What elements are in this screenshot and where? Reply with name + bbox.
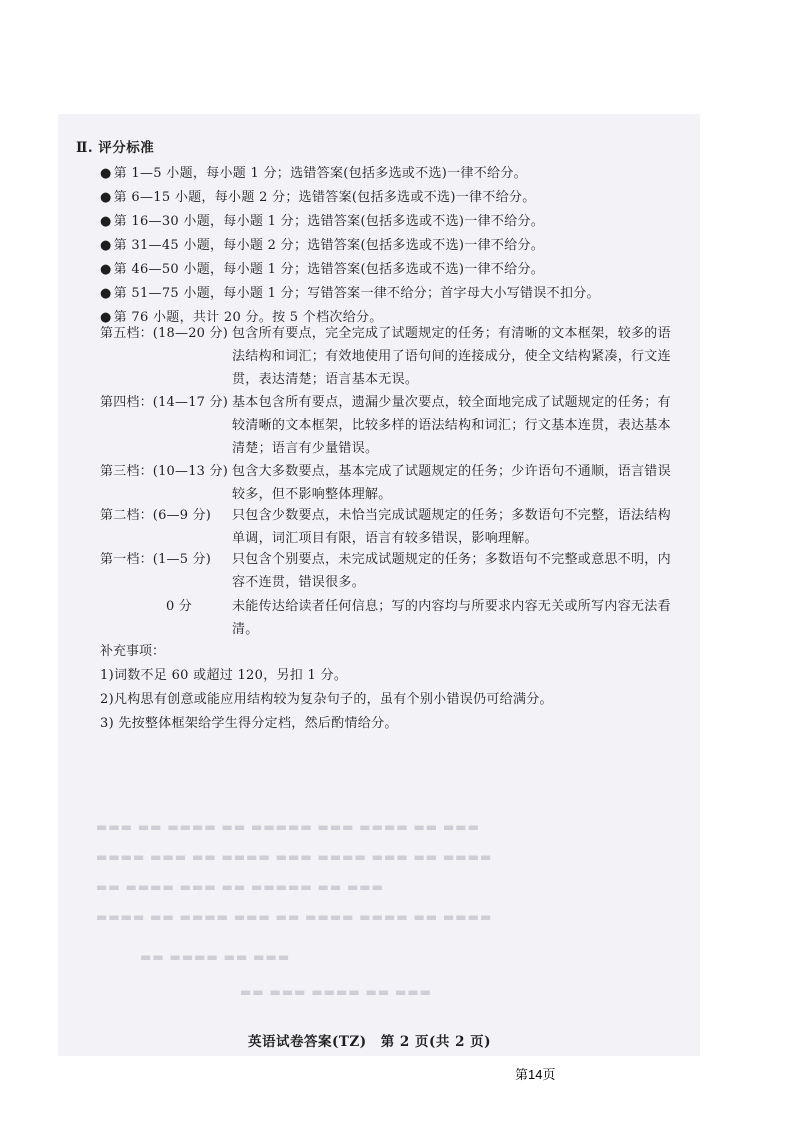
supplementary-note: 2)凡构思有创意或能应用结构较为复杂句子的，虽有个别小错误仍可给满分。 [100, 692, 553, 707]
bleed-through-texture: ▬▬▬ ▬▬ ▬▬▬▬ ▬▬ ▬▬▬▬▬ ▬▬▬ ▬▬▬▬ ▬▬ ▬▬▬ [96, 820, 480, 834]
supplementary-note: 1)词数不足 60 或超过 120，另扣 1 分。 [100, 668, 348, 683]
scoring-rule [100, 234, 544, 253]
page-footer [248, 1030, 491, 1050]
band-label: 0 分 [166, 599, 193, 614]
band-description: 基本包含所有要点，遗漏少量次要点，较全面地完成了试题规定的任务；有较清晰的文本框架，比较多样的语法结构和词汇；行文基本连贯，表达基本清楚；语言有少量错误。 [232, 395, 671, 456]
bleed-through-texture: ▬▬ ▬▬▬▬ ▬▬ ▬▬▬ [140, 950, 291, 964]
band-description: 未能传达给读者任何信息；写的内容均与所要求内容无关或所写内容无法看清。 [232, 599, 671, 637]
rule-text: 第 51—75 小题，每小题 1 分；写错答案一律不给分；首字母大小写错误不扣分。 [113, 286, 600, 301]
scoring-rule [100, 258, 544, 277]
band-description: 只包含少数要点，未恰当完成试题规定的任务；多数语句不完整，语法结构单调，词汇项目有限，语言有较多错误，影响理解。 [232, 508, 671, 546]
grade-band [100, 322, 680, 391]
bleed-through-texture: ▬▬ ▬▬▬▬ ▬▬▬ ▬▬ ▬▬▬▬▬ ▬▬ ▬▬▬ [96, 880, 384, 894]
rule-text: 第 46—50 小题，每小题 1 分；选错答案(包括多选或不选)一律不给分。 [113, 262, 545, 277]
rule-text: 第 31—45 小题，每小题 2 分；选错答案(包括多选或不选)一律不给分。 [113, 238, 545, 253]
band-label: 第二档：(6—9 分) [100, 508, 212, 523]
bullet-icon: ● [100, 262, 112, 277]
bullet-icon: ● [100, 190, 112, 205]
scoring-rule [100, 210, 544, 229]
grade-band [100, 391, 680, 460]
grade-band [100, 460, 680, 506]
footer-doc-title: 英语试卷答案(TZ) [248, 1034, 367, 1050]
rule-text: 第 16—30 小题，每小题 1 分；选错答案(包括多选或不选)一律不给分。 [113, 214, 545, 229]
rule-text: 第 6—15 小题，每小题 2 分；选错答案(包括多选或不选)一律不给分。 [113, 190, 536, 205]
rule-text: 第 76 小题，共计 20 分。按 5 个档次给分。 [113, 310, 383, 325]
scoring-rule [100, 282, 600, 301]
bullet-icon: ● [100, 238, 112, 253]
supplementary-title: 补充事项： [100, 644, 166, 659]
rule-text: 第 1—5 小题，每小题 1 分；选错答案(包括多选或不选)一律不给分。 [113, 166, 527, 181]
band-description: 包含大多数要点，基本完成了试题规定的任务；少许语句不通顺，语言错误较多，但不影响整体理解。 [232, 464, 671, 502]
scoring-rule [100, 186, 536, 205]
bullet-icon: ● [100, 214, 112, 229]
grade-band [100, 548, 680, 594]
band-description: 只包含个别要点，未完成试题规定的任务；多数语句不完整或意思不明，内容不连贯，错误很多。 [232, 552, 671, 590]
bleed-through-texture: ▬▬▬▬ ▬▬ ▬▬▬▬ ▬▬▬ ▬▬ ▬▬▬▬ ▬▬▬▬ ▬▬ ▬▬▬▬ [96, 910, 493, 924]
supplementary-note: 3) 先按整体框架给学生得分定档，然后酌情给分。 [100, 716, 398, 731]
band-label: 第五档：(18—20 分) [100, 326, 228, 341]
page-number: 第14页 [515, 1067, 556, 1082]
bleed-through-texture: ▬▬ ▬▬▬ ▬▬▬▬ ▬▬ ▬▬▬ [240, 985, 432, 999]
band-label: 第一档：(1—5 分) [100, 552, 212, 567]
grade-band [100, 595, 680, 641]
bleed-through-texture: ▬▬▬▬ ▬▬▬ ▬▬ ▬▬▬▬ ▬▬▬ ▬▬▬▬ ▬▬▬ ▬▬ ▬▬▬▬ [96, 850, 493, 864]
bullet-icon: ● [100, 286, 112, 301]
section-title: Ⅱ. 评分标准 [76, 140, 155, 156]
footer-page: 第 2 页(共 2 页) [380, 1034, 492, 1050]
grade-band [100, 504, 680, 550]
bullet-icon: ● [100, 310, 112, 325]
band-label: 第三档：(10—13 分) [100, 464, 228, 479]
bullet-icon: ● [100, 166, 112, 181]
scoring-rule [100, 162, 527, 181]
band-description: 包含所有要点，完全完成了试题规定的任务；有清晰的文本框架，较多的语法结构和词汇；有效地使用了语句间的连接成分，使全文结构紧凑，行文连贯，表达清楚；语言基本无误。 [232, 326, 671, 387]
band-label: 第四档：(14—17 分) [100, 395, 228, 410]
